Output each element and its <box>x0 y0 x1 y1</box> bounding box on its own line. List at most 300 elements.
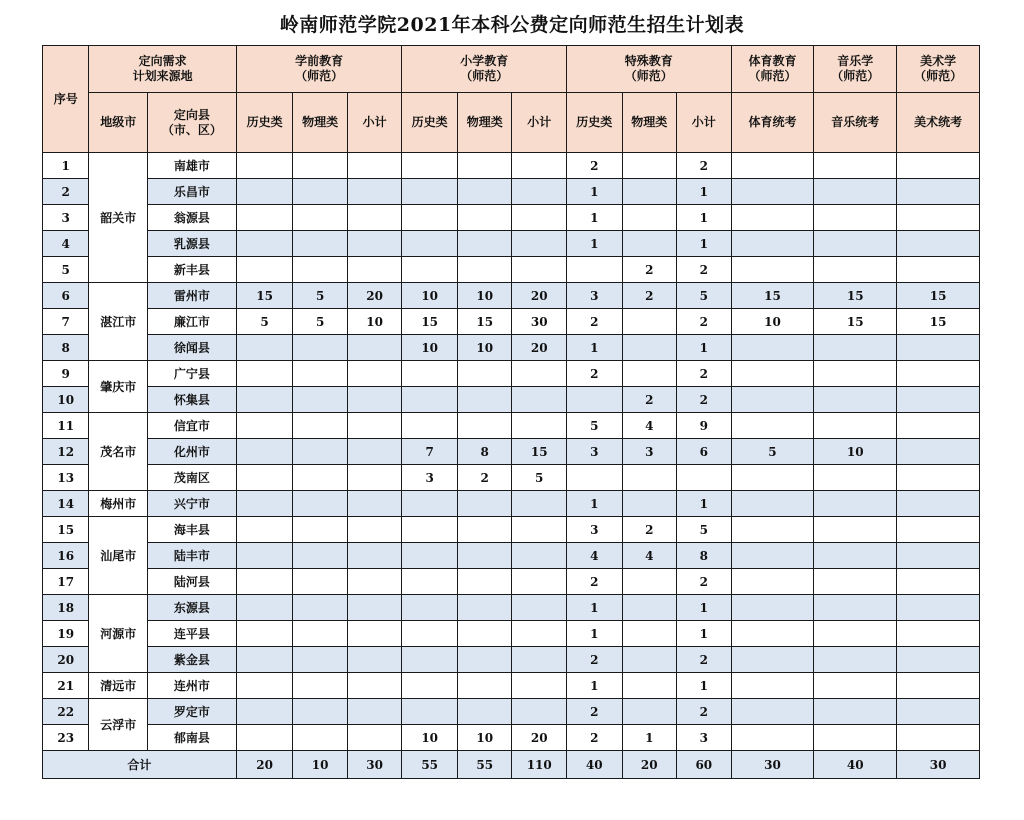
row-city: 湛江市 <box>89 283 148 361</box>
row-seq: 13 <box>43 465 89 491</box>
row-value-cell <box>236 621 293 647</box>
row-value-cell <box>731 361 814 387</box>
row-value-cell <box>731 335 814 361</box>
row-value-cell <box>622 595 677 621</box>
row-value-cell: 2 <box>622 517 677 543</box>
row-value-cell <box>512 543 567 569</box>
row-value-cell: 10 <box>402 725 458 751</box>
header-art: 美术学 （师范） <box>897 46 980 93</box>
row-value-cell: 1 <box>677 621 732 647</box>
row-value-cell <box>457 179 512 205</box>
table-row <box>43 491 980 517</box>
header-primary-physics: 物理类 <box>457 93 512 153</box>
row-value-cell <box>731 647 814 673</box>
row-value-cell <box>814 361 897 387</box>
row-value-cell <box>622 231 677 257</box>
row-value-cell: 5 <box>293 283 348 309</box>
row-value-cell <box>457 231 512 257</box>
row-value-cell <box>457 673 512 699</box>
row-value-cell: 2 <box>567 647 623 673</box>
row-value-cell <box>622 205 677 231</box>
row-value-cell: 15 <box>512 439 567 465</box>
row-value-cell <box>347 647 402 673</box>
row-value-cell: 10 <box>814 439 897 465</box>
row-value-cell <box>814 647 897 673</box>
row-value-cell <box>731 153 814 179</box>
row-value-cell <box>814 699 897 725</box>
row-value-cell: 15 <box>457 309 512 335</box>
row-county: 化州市 <box>147 439 236 465</box>
total-cell: 30 <box>731 751 814 779</box>
row-value-cell <box>897 205 980 231</box>
row-value-cell <box>402 413 458 439</box>
header-music-exam: 音乐统考 <box>814 93 897 153</box>
row-seq: 12 <box>43 439 89 465</box>
row-value-cell: 10 <box>402 283 458 309</box>
row-seq: 8 <box>43 335 89 361</box>
table-row <box>43 335 980 361</box>
row-seq: 20 <box>43 647 89 673</box>
row-value-cell <box>293 335 348 361</box>
row-value-cell: 1 <box>677 335 732 361</box>
row-value-cell <box>622 491 677 517</box>
header-preschool-subtotal: 小计 <box>347 93 402 153</box>
row-value-cell: 15 <box>731 283 814 309</box>
row-value-cell <box>236 595 293 621</box>
table-row <box>43 309 980 335</box>
row-value-cell <box>814 335 897 361</box>
row-value-cell <box>814 205 897 231</box>
row-value-cell <box>897 725 980 751</box>
table-row <box>43 413 980 439</box>
row-value-cell: 3 <box>677 725 732 751</box>
row-value-cell <box>897 465 980 491</box>
table-row <box>43 387 980 413</box>
row-value-cell <box>622 647 677 673</box>
row-value-cell <box>622 621 677 647</box>
row-seq: 4 <box>43 231 89 257</box>
row-value-cell <box>814 231 897 257</box>
row-value-cell <box>457 491 512 517</box>
header-preschool: 学前教育 （师范） <box>236 46 402 93</box>
row-value-cell: 2 <box>677 361 732 387</box>
total-label: 合计 <box>43 751 237 779</box>
table-row <box>43 465 980 491</box>
row-value-cell <box>731 257 814 283</box>
header-special-subtotal: 小计 <box>677 93 732 153</box>
row-value-cell: 1 <box>567 491 623 517</box>
row-value-cell <box>897 543 980 569</box>
row-value-cell <box>293 387 348 413</box>
row-county: 郁南县 <box>147 725 236 751</box>
row-seq: 5 <box>43 257 89 283</box>
row-value-cell: 2 <box>622 283 677 309</box>
row-value-cell <box>457 543 512 569</box>
row-county: 怀集县 <box>147 387 236 413</box>
row-value-cell: 10 <box>457 283 512 309</box>
row-value-cell: 1 <box>567 231 623 257</box>
row-city: 河源市 <box>89 595 148 673</box>
row-value-cell: 30 <box>512 309 567 335</box>
table-row <box>43 673 980 699</box>
row-value-cell <box>236 673 293 699</box>
row-seq: 1 <box>43 153 89 179</box>
row-value-cell <box>293 517 348 543</box>
row-value-cell: 5 <box>236 309 293 335</box>
row-seq: 2 <box>43 179 89 205</box>
table-row <box>43 361 980 387</box>
row-value-cell: 2 <box>677 699 732 725</box>
row-value-cell <box>347 205 402 231</box>
row-value-cell <box>814 543 897 569</box>
header-primary-subtotal: 小计 <box>512 93 567 153</box>
row-value-cell <box>731 413 814 439</box>
table-row <box>43 595 980 621</box>
row-value-cell <box>897 387 980 413</box>
row-value-cell <box>293 361 348 387</box>
total-cell: 40 <box>567 751 623 779</box>
row-value-cell: 2 <box>567 153 623 179</box>
row-value-cell <box>293 179 348 205</box>
row-value-cell <box>512 205 567 231</box>
row-value-cell: 4 <box>622 543 677 569</box>
table-row <box>43 257 980 283</box>
header-special-physics: 物理类 <box>622 93 677 153</box>
row-value-cell <box>347 387 402 413</box>
row-value-cell <box>347 517 402 543</box>
row-value-cell <box>293 491 348 517</box>
row-value-cell: 4 <box>567 543 623 569</box>
row-value-cell <box>567 257 623 283</box>
row-value-cell: 5 <box>567 413 623 439</box>
row-value-cell <box>512 673 567 699</box>
row-value-cell <box>402 569 458 595</box>
row-value-cell <box>512 491 567 517</box>
row-value-cell <box>236 491 293 517</box>
row-county: 紫金县 <box>147 647 236 673</box>
row-value-cell: 5 <box>677 517 732 543</box>
row-value-cell <box>293 543 348 569</box>
row-seq: 6 <box>43 283 89 309</box>
row-county: 广宁县 <box>147 361 236 387</box>
row-value-cell <box>347 621 402 647</box>
row-value-cell <box>402 153 458 179</box>
row-value-cell <box>347 153 402 179</box>
row-value-cell: 1 <box>567 335 623 361</box>
row-seq: 9 <box>43 361 89 387</box>
row-seq: 11 <box>43 413 89 439</box>
header-special-history: 历史类 <box>567 93 623 153</box>
row-value-cell <box>897 595 980 621</box>
row-value-cell: 10 <box>347 309 402 335</box>
row-value-cell <box>814 595 897 621</box>
total-cell: 30 <box>897 751 980 779</box>
total-row <box>43 751 980 779</box>
row-value-cell: 10 <box>731 309 814 335</box>
row-value-cell: 2 <box>677 647 732 673</box>
row-seq: 3 <box>43 205 89 231</box>
row-value-cell <box>457 387 512 413</box>
total-cell: 55 <box>402 751 458 779</box>
row-value-cell <box>347 699 402 725</box>
row-value-cell <box>622 335 677 361</box>
row-value-cell <box>402 595 458 621</box>
row-value-cell: 2 <box>677 257 732 283</box>
row-value-cell <box>347 361 402 387</box>
row-value-cell <box>402 621 458 647</box>
row-value-cell <box>457 595 512 621</box>
row-value-cell <box>236 647 293 673</box>
row-value-cell <box>512 621 567 647</box>
header-primary-history: 历史类 <box>402 93 458 153</box>
row-value-cell <box>731 725 814 751</box>
row-value-cell <box>293 465 348 491</box>
row-value-cell <box>622 465 677 491</box>
row-value-cell: 3 <box>567 283 623 309</box>
row-value-cell <box>236 569 293 595</box>
table-row <box>43 621 980 647</box>
row-value-cell: 15 <box>402 309 458 335</box>
row-value-cell <box>402 647 458 673</box>
row-value-cell <box>236 465 293 491</box>
header-pe: 体育教育 （师范） <box>731 46 814 93</box>
row-value-cell <box>814 465 897 491</box>
row-value-cell: 2 <box>567 569 623 595</box>
row-value-cell <box>512 569 567 595</box>
row-value-cell <box>236 517 293 543</box>
row-seq: 21 <box>43 673 89 699</box>
row-value-cell <box>897 153 980 179</box>
row-value-cell <box>347 413 402 439</box>
row-value-cell <box>402 205 458 231</box>
row-value-cell <box>457 257 512 283</box>
row-value-cell <box>622 569 677 595</box>
row-value-cell <box>236 179 293 205</box>
row-value-cell <box>236 413 293 439</box>
row-value-cell: 2 <box>567 309 623 335</box>
row-value-cell: 1 <box>677 205 732 231</box>
row-value-cell <box>897 335 980 361</box>
row-value-cell: 10 <box>402 335 458 361</box>
row-value-cell <box>622 179 677 205</box>
row-value-cell <box>897 647 980 673</box>
row-value-cell <box>236 335 293 361</box>
row-value-cell <box>897 491 980 517</box>
row-value-cell <box>622 309 677 335</box>
row-value-cell <box>347 257 402 283</box>
row-value-cell <box>731 205 814 231</box>
row-value-cell: 1 <box>677 231 732 257</box>
row-value-cell: 2 <box>622 257 677 283</box>
row-value-cell <box>731 491 814 517</box>
row-value-cell: 1 <box>567 179 623 205</box>
header-seq: 序号 <box>43 46 89 153</box>
row-county: 罗定市 <box>147 699 236 725</box>
row-value-cell <box>512 387 567 413</box>
row-value-cell <box>347 231 402 257</box>
row-value-cell <box>347 569 402 595</box>
row-value-cell <box>236 725 293 751</box>
row-county: 陆河县 <box>147 569 236 595</box>
row-value-cell: 5 <box>677 283 732 309</box>
row-value-cell <box>512 595 567 621</box>
row-value-cell: 1 <box>677 595 732 621</box>
table-row <box>43 569 980 595</box>
row-county: 乳源县 <box>147 231 236 257</box>
table-row <box>43 153 980 179</box>
row-value-cell <box>293 569 348 595</box>
row-value-cell: 8 <box>677 543 732 569</box>
row-value-cell <box>457 153 512 179</box>
row-seq: 17 <box>43 569 89 595</box>
row-value-cell <box>236 257 293 283</box>
row-value-cell <box>293 439 348 465</box>
row-seq: 14 <box>43 491 89 517</box>
row-value-cell <box>457 361 512 387</box>
row-value-cell <box>731 595 814 621</box>
row-value-cell: 15 <box>814 309 897 335</box>
row-value-cell <box>347 725 402 751</box>
row-value-cell <box>814 725 897 751</box>
row-value-cell <box>622 361 677 387</box>
table-row <box>43 231 980 257</box>
row-value-cell <box>512 231 567 257</box>
total-cell: 55 <box>457 751 512 779</box>
table-row <box>43 725 980 751</box>
row-seq: 22 <box>43 699 89 725</box>
row-value-cell: 2 <box>677 153 732 179</box>
row-value-cell <box>731 387 814 413</box>
row-county: 海丰县 <box>147 517 236 543</box>
header-preschool-history: 历史类 <box>236 93 293 153</box>
header-preschool-physics: 物理类 <box>293 93 348 153</box>
row-value-cell <box>402 361 458 387</box>
row-value-cell <box>402 387 458 413</box>
table-row <box>43 699 980 725</box>
row-county: 连州市 <box>147 673 236 699</box>
row-value-cell: 2 <box>677 569 732 595</box>
row-value-cell <box>814 621 897 647</box>
row-value-cell <box>236 153 293 179</box>
row-value-cell <box>347 335 402 361</box>
row-value-cell <box>512 153 567 179</box>
row-city: 汕尾市 <box>89 517 148 595</box>
row-value-cell <box>897 569 980 595</box>
row-value-cell <box>293 413 348 439</box>
row-value-cell <box>622 699 677 725</box>
row-seq: 23 <box>43 725 89 751</box>
row-value-cell <box>677 465 732 491</box>
row-value-cell <box>512 699 567 725</box>
row-value-cell: 1 <box>677 179 732 205</box>
row-value-cell <box>731 569 814 595</box>
row-value-cell: 3 <box>622 439 677 465</box>
row-county: 廉江市 <box>147 309 236 335</box>
row-value-cell <box>731 543 814 569</box>
row-value-cell <box>622 153 677 179</box>
row-value-cell <box>293 257 348 283</box>
row-county: 兴宁市 <box>147 491 236 517</box>
row-seq: 18 <box>43 595 89 621</box>
row-value-cell: 3 <box>402 465 458 491</box>
row-value-cell: 2 <box>622 387 677 413</box>
row-value-cell: 2 <box>457 465 512 491</box>
header-music: 音乐学 （师范） <box>814 46 897 93</box>
row-county: 乐昌市 <box>147 179 236 205</box>
header-source: 定向需求 计划来源地 <box>89 46 236 93</box>
row-value-cell <box>347 543 402 569</box>
row-value-cell <box>512 179 567 205</box>
row-value-cell <box>897 439 980 465</box>
row-city: 梅州市 <box>89 491 148 517</box>
row-value-cell <box>731 621 814 647</box>
row-value-cell <box>731 465 814 491</box>
row-value-cell <box>897 621 980 647</box>
header-city: 地级市 <box>89 93 148 153</box>
row-value-cell <box>293 647 348 673</box>
row-value-cell <box>347 595 402 621</box>
row-value-cell <box>512 517 567 543</box>
total-cell: 110 <box>512 751 567 779</box>
row-value-cell <box>814 569 897 595</box>
row-value-cell: 3 <box>567 439 623 465</box>
row-value-cell: 2 <box>567 361 623 387</box>
row-value-cell <box>293 595 348 621</box>
row-value-cell <box>236 205 293 231</box>
row-value-cell <box>512 257 567 283</box>
row-value-cell: 20 <box>347 283 402 309</box>
row-value-cell <box>347 673 402 699</box>
row-value-cell: 3 <box>567 517 623 543</box>
row-value-cell <box>512 361 567 387</box>
row-value-cell <box>236 543 293 569</box>
table-row <box>43 439 980 465</box>
header-county: 定向县 （市、区） <box>147 93 236 153</box>
row-value-cell <box>731 179 814 205</box>
table-row <box>43 543 980 569</box>
row-value-cell: 1 <box>567 595 623 621</box>
row-city: 茂名市 <box>89 413 148 491</box>
row-seq: 15 <box>43 517 89 543</box>
row-value-cell <box>402 673 458 699</box>
table-row <box>43 205 980 231</box>
total-cell: 20 <box>622 751 677 779</box>
header-special: 特殊教育 （师范） <box>567 46 732 93</box>
table-row <box>43 517 980 543</box>
row-city: 肇庆市 <box>89 361 148 413</box>
total-cell: 40 <box>814 751 897 779</box>
row-county: 连平县 <box>147 621 236 647</box>
total-cell: 20 <box>236 751 293 779</box>
row-value-cell: 1 <box>567 621 623 647</box>
row-value-cell <box>567 465 623 491</box>
row-value-cell: 5 <box>731 439 814 465</box>
row-value-cell <box>897 179 980 205</box>
row-city: 云浮市 <box>89 699 148 751</box>
row-value-cell <box>236 439 293 465</box>
total-cell: 10 <box>293 751 348 779</box>
row-value-cell <box>897 413 980 439</box>
row-value-cell: 20 <box>512 283 567 309</box>
row-value-cell <box>293 725 348 751</box>
row-value-cell: 1 <box>567 673 623 699</box>
row-value-cell <box>293 673 348 699</box>
row-value-cell <box>457 517 512 543</box>
row-county: 雷州市 <box>147 283 236 309</box>
row-county: 翁源县 <box>147 205 236 231</box>
row-value-cell <box>622 673 677 699</box>
row-value-cell: 2 <box>677 309 732 335</box>
